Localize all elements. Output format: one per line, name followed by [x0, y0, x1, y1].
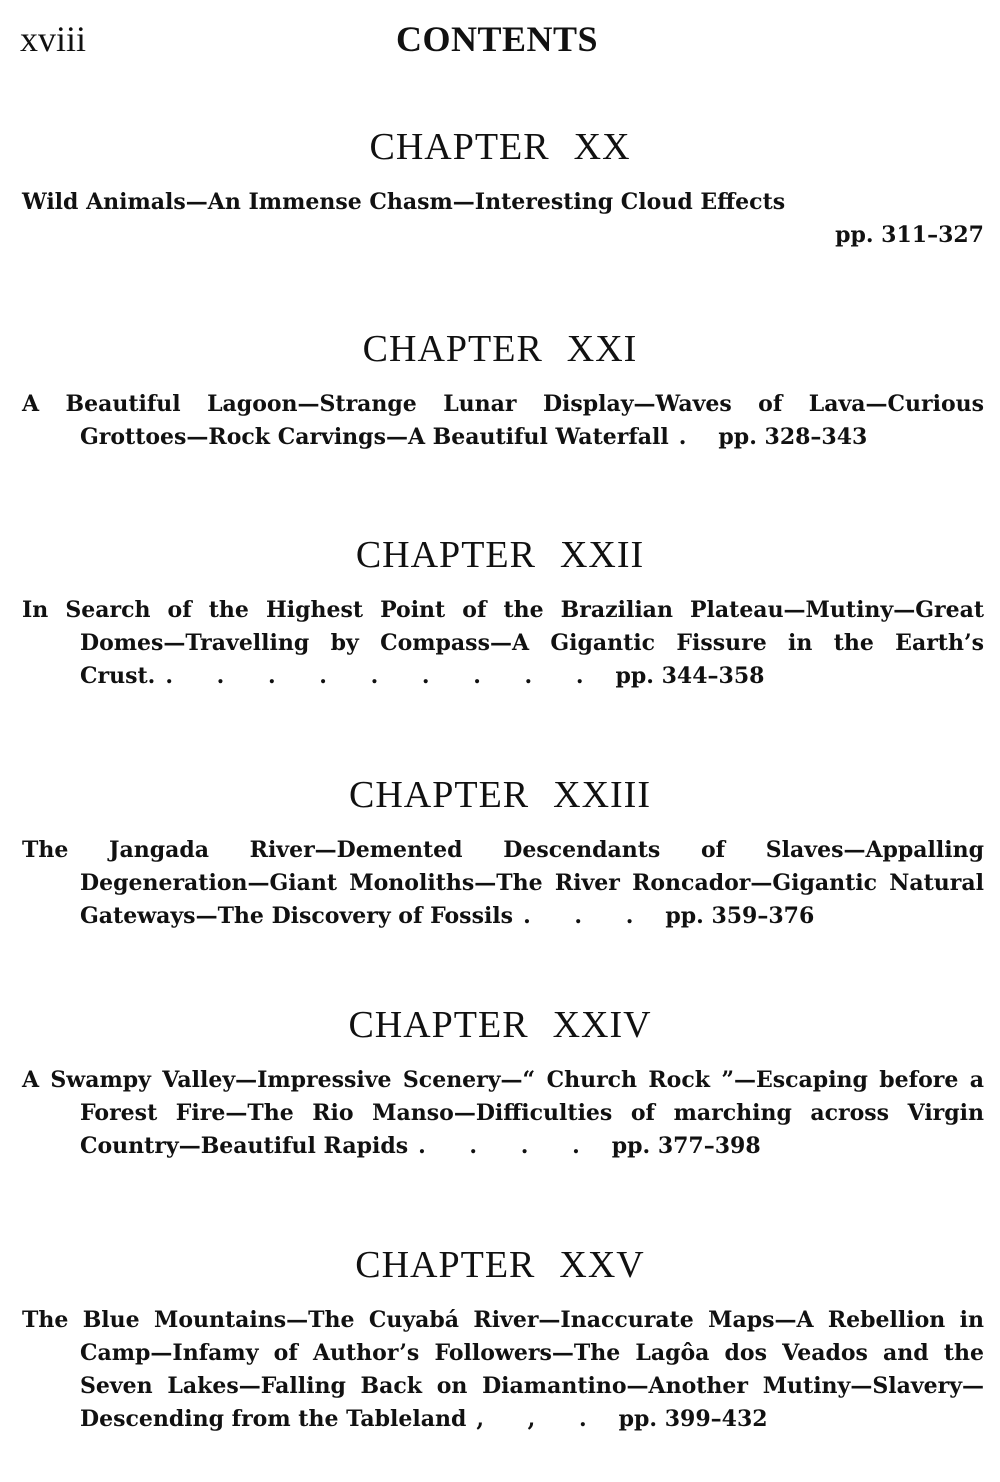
- summary-text: In Search of the Highest Point of the Brazilian Plateau—Mutiny—Great Domes—Travelling by Compass—A Gigantic Fissure in the Earth’s Crust.: [22, 597, 984, 689]
- chapter-label: CHAPTER: [349, 774, 530, 816]
- chapter-entry-xxiv: [0, 1000, 1000, 1185]
- page-range: pp. 359–376: [665, 903, 815, 929]
- summary-text: The Blue Mountains—The Cuyabá River—Inaccurate Maps—A Rebellion in Camp—Infamy of Author’s Followers—The Lagôa dos Veados and the Seven Lakes—Falling Back on Diamantino—Another Mutiny—Slavery—Descending from the Tableland: [22, 1307, 984, 1432]
- chapter-numeral: XXII: [559, 534, 645, 576]
- chapter-heading: [0, 770, 1000, 820]
- page-range: pp. 344–358: [615, 663, 765, 689]
- chapter-summary: [22, 388, 984, 454]
- chapter-heading: [0, 530, 1000, 580]
- chapter-summary: [22, 594, 984, 693]
- chapter-entry-xxv: [0, 1240, 1000, 1458]
- dot-leader: , , .: [476, 1406, 605, 1432]
- chapter-entry-xxi: [0, 324, 1000, 476]
- chapter-entry-xxii: [0, 530, 1000, 715]
- chapter-numeral: XXIV: [552, 1004, 652, 1046]
- chapter-heading: [0, 1240, 1000, 1290]
- chapter-label: CHAPTER: [355, 534, 536, 576]
- page-number: xviii: [20, 19, 87, 59]
- chapter-label: CHAPTER: [348, 1004, 529, 1046]
- chapter-entry-xxiii: [0, 770, 1000, 955]
- chapter-summary: [22, 1304, 984, 1436]
- page-range: pp. 328–343: [718, 424, 868, 450]
- chapter-entry-xx: [0, 122, 1000, 274]
- chapter-summary: [22, 1064, 984, 1163]
- summary-text: The Jangada River—Demented Descendants of Slaves—Appalling Degeneration—Giant Monoliths—The River Roncador—Gigantic Natural Gateways—The Discovery of Fossils: [22, 837, 984, 929]
- summary-text: A Swampy Valley—Impressive Scenery—“ Church Rock ”—Escaping before a Forest Fire—The Rio Manso—Difficulties of marching across Virgin Country—Beautiful Rapids: [22, 1067, 984, 1159]
- chapter-label: CHAPTER: [369, 126, 550, 168]
- page-range: pp. 311–327: [835, 222, 984, 248]
- page-range: pp. 399–432: [618, 1406, 768, 1432]
- dot-leader: .: [678, 424, 705, 450]
- chapter-label: CHAPTER: [355, 1244, 536, 1286]
- page-range: pp. 377–398: [611, 1133, 761, 1159]
- chapter-numeral: XXI: [566, 328, 638, 370]
- chapter-numeral: XXV: [559, 1244, 645, 1286]
- dot-leader: . . .: [523, 903, 652, 929]
- running-title: CONTENTS: [396, 19, 599, 59]
- running-head: [20, 14, 610, 64]
- summary-text: A Beautiful Lagoon—Strange Lunar Display—Waves of Lava—Curious Grottoes—Rock Carvings—A Beautiful Waterfall: [22, 391, 984, 450]
- chapter-summary: [22, 186, 984, 252]
- chapter-heading: [0, 122, 1000, 172]
- chapter-heading: [0, 324, 1000, 374]
- dot-leader: . . . .: [418, 1133, 598, 1159]
- chapter-numeral: XXIII: [553, 774, 651, 816]
- chapter-summary: [22, 834, 984, 933]
- chapter-heading: [0, 1000, 1000, 1050]
- dot-leader: . . . . . . . . .: [165, 663, 602, 689]
- chapter-label: CHAPTER: [362, 328, 543, 370]
- summary-text: Wild Animals—An Immense Chasm—Interesting Cloud Effects: [22, 189, 786, 215]
- chapter-numeral: XX: [573, 126, 631, 168]
